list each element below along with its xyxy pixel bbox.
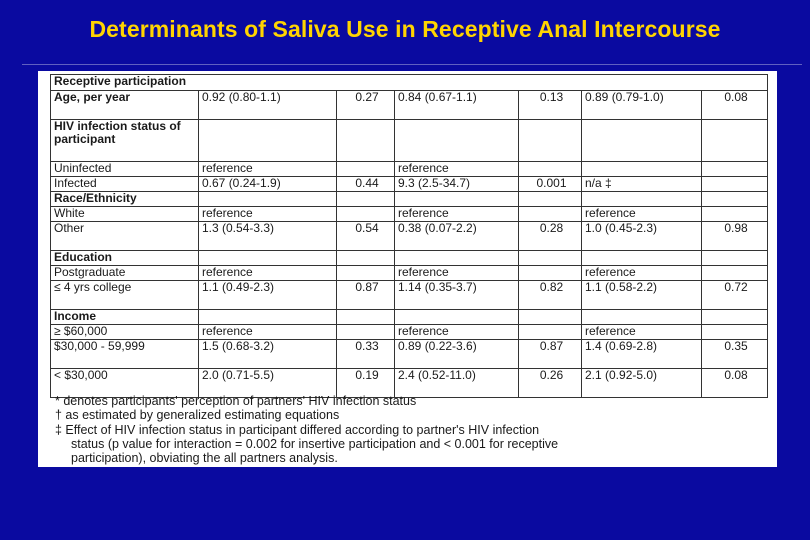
table-row xyxy=(51,310,768,325)
p-insertive-cell xyxy=(337,325,395,340)
slide-title: Determinants of Saliva Use in Receptive Anal Intercourse xyxy=(89,16,721,42)
table-row xyxy=(51,281,768,310)
p-receptive-cell xyxy=(519,120,582,162)
p-receptive-cell xyxy=(519,162,582,177)
or-receptive-cell: 9.3 (2.5-34.7) xyxy=(395,177,519,192)
row-label: Uninfected xyxy=(51,162,199,177)
p-all-cell: 0.98 xyxy=(702,222,768,251)
or-insertive-cell: 0.92 (0.80-1.1) xyxy=(199,91,337,120)
or-all-cell: 1.1 (0.58-2.2) xyxy=(582,281,702,310)
row-label: Race/Ethnicity xyxy=(51,192,199,207)
p-insertive-cell: 0.27 xyxy=(337,91,395,120)
or-receptive-cell: reference xyxy=(395,325,519,340)
or-insertive-cell: reference xyxy=(199,207,337,222)
or-insertive-cell: reference xyxy=(199,162,337,177)
table-row xyxy=(51,340,768,369)
title-divider xyxy=(22,64,802,65)
table-row xyxy=(51,177,768,192)
footnote-ddagger-continued: participation), obviating the all partners analysis. xyxy=(71,451,338,466)
or-insertive-cell xyxy=(199,192,337,207)
or-all-cell: 2.1 (0.92-5.0) xyxy=(582,369,702,398)
or-all-cell: 0.89 (0.79-1.0) xyxy=(582,91,702,120)
or-receptive-cell: 0.84 (0.67-1.1) xyxy=(395,91,519,120)
table-row xyxy=(51,251,768,266)
table-header: Receptive participation xyxy=(51,75,768,91)
or-receptive-cell: 0.89 (0.22-3.6) xyxy=(395,340,519,369)
p-receptive-cell xyxy=(519,207,582,222)
or-insertive-cell xyxy=(199,251,337,266)
or-all-cell: reference xyxy=(582,207,702,222)
table-row xyxy=(51,120,768,162)
p-receptive-cell xyxy=(519,192,582,207)
or-all-cell: 1.4 (0.69-2.8) xyxy=(582,340,702,369)
table-row xyxy=(51,325,768,340)
footnote-ddagger-continued: status (p value for interaction = 0.002 for insertive participation and < 0.001 for receptive xyxy=(71,436,559,451)
row-label: Postgraduate xyxy=(51,266,199,281)
or-insertive-cell: 2.0 (0.71-5.5) xyxy=(199,369,337,398)
row-label: Age, per year xyxy=(51,91,199,120)
table-header-row xyxy=(51,75,768,91)
or-all-cell xyxy=(582,120,702,162)
row-label: Other xyxy=(51,222,199,251)
or-insertive-cell: 1.1 (0.49-2.3) xyxy=(199,281,337,310)
row-label: Income xyxy=(51,310,199,325)
row-label: HIV infection status of participant xyxy=(51,120,199,162)
p-insertive-cell xyxy=(337,310,395,325)
or-receptive-cell: reference xyxy=(395,162,519,177)
p-all-cell: 0.08 xyxy=(702,369,768,398)
p-all-cell xyxy=(702,162,768,177)
or-insertive-cell: reference xyxy=(199,325,337,340)
p-receptive-cell: 0.87 xyxy=(519,340,582,369)
table-row xyxy=(51,207,768,222)
p-insertive-cell xyxy=(337,266,395,281)
table-row xyxy=(51,162,768,177)
p-insertive-cell: 0.54 xyxy=(337,222,395,251)
p-insertive-cell xyxy=(337,207,395,222)
footnote-dagger: † as estimated by generalized estimating equations xyxy=(55,408,340,423)
p-all-cell xyxy=(702,207,768,222)
p-receptive-cell xyxy=(519,325,582,340)
or-all-cell: reference xyxy=(582,266,702,281)
p-insertive-cell: 0.44 xyxy=(337,177,395,192)
row-label: $30,000 - 59,999 xyxy=(51,340,199,369)
p-receptive-cell: 0.26 xyxy=(519,369,582,398)
p-insertive-cell xyxy=(337,162,395,177)
or-insertive-cell: 0.67 (0.24-1.9) xyxy=(199,177,337,192)
or-all-cell: n/a ‡ xyxy=(582,177,702,192)
p-insertive-cell: 0.33 xyxy=(337,340,395,369)
row-label: White xyxy=(51,207,199,222)
p-all-cell xyxy=(702,325,768,340)
row-label: ≤ 4 yrs college xyxy=(51,281,199,310)
or-insertive-cell: reference xyxy=(199,266,337,281)
table-row xyxy=(51,192,768,207)
p-all-cell xyxy=(702,192,768,207)
p-insertive-cell xyxy=(337,120,395,162)
or-all-cell xyxy=(582,162,702,177)
p-receptive-cell xyxy=(519,251,582,266)
p-insertive-cell xyxy=(337,251,395,266)
p-all-cell xyxy=(702,266,768,281)
or-receptive-cell xyxy=(395,251,519,266)
or-insertive-cell xyxy=(199,120,337,162)
or-receptive-cell xyxy=(395,192,519,207)
or-receptive-cell: reference xyxy=(395,207,519,222)
p-all-cell: 0.08 xyxy=(702,91,768,120)
or-receptive-cell: reference xyxy=(395,266,519,281)
footnote-star: * denotes participants' perception of partners' HIV infection status xyxy=(55,394,417,408)
p-insertive-cell: 0.87 xyxy=(337,281,395,310)
table-panel xyxy=(38,71,777,467)
or-all-cell: 1.0 (0.45-2.3) xyxy=(582,222,702,251)
row-label: < $30,000 xyxy=(51,369,199,398)
p-all-cell: 0.35 xyxy=(702,340,768,369)
p-receptive-cell xyxy=(519,266,582,281)
or-insertive-cell xyxy=(199,310,337,325)
p-insertive-cell xyxy=(337,192,395,207)
row-label: ≥ $60,000 xyxy=(51,325,199,340)
p-receptive-cell xyxy=(519,310,582,325)
table-row xyxy=(51,91,768,120)
or-insertive-cell: 1.3 (0.54-3.3) xyxy=(199,222,337,251)
results-table xyxy=(50,74,768,398)
p-all-cell xyxy=(702,120,768,162)
p-all-cell xyxy=(702,310,768,325)
or-receptive-cell: 0.38 (0.07-2.2) xyxy=(395,222,519,251)
p-receptive-cell: 0.001 xyxy=(519,177,582,192)
table-row xyxy=(51,222,768,251)
or-receptive-cell: 2.4 (0.52-11.0) xyxy=(395,369,519,398)
row-label: Infected xyxy=(51,177,199,192)
or-receptive-cell: 1.14 (0.35-3.7) xyxy=(395,281,519,310)
p-receptive-cell: 0.28 xyxy=(519,222,582,251)
footnotes xyxy=(55,394,755,465)
p-all-cell xyxy=(702,251,768,266)
footnote-ddagger: ‡ Effect of HIV infection status in participant differed according to partner's HIV infection xyxy=(55,422,540,437)
or-insertive-cell: 1.5 (0.68-3.2) xyxy=(199,340,337,369)
or-all-cell xyxy=(582,192,702,207)
or-all-cell xyxy=(582,310,702,325)
row-label: Education xyxy=(51,251,199,266)
p-receptive-cell: 0.82 xyxy=(519,281,582,310)
or-all-cell: reference xyxy=(582,325,702,340)
table-row xyxy=(51,266,768,281)
p-insertive-cell: 0.19 xyxy=(337,369,395,398)
or-all-cell xyxy=(582,251,702,266)
p-receptive-cell: 0.13 xyxy=(519,91,582,120)
p-all-cell: 0.72 xyxy=(702,281,768,310)
p-all-cell xyxy=(702,177,768,192)
or-receptive-cell xyxy=(395,310,519,325)
or-receptive-cell xyxy=(395,120,519,162)
